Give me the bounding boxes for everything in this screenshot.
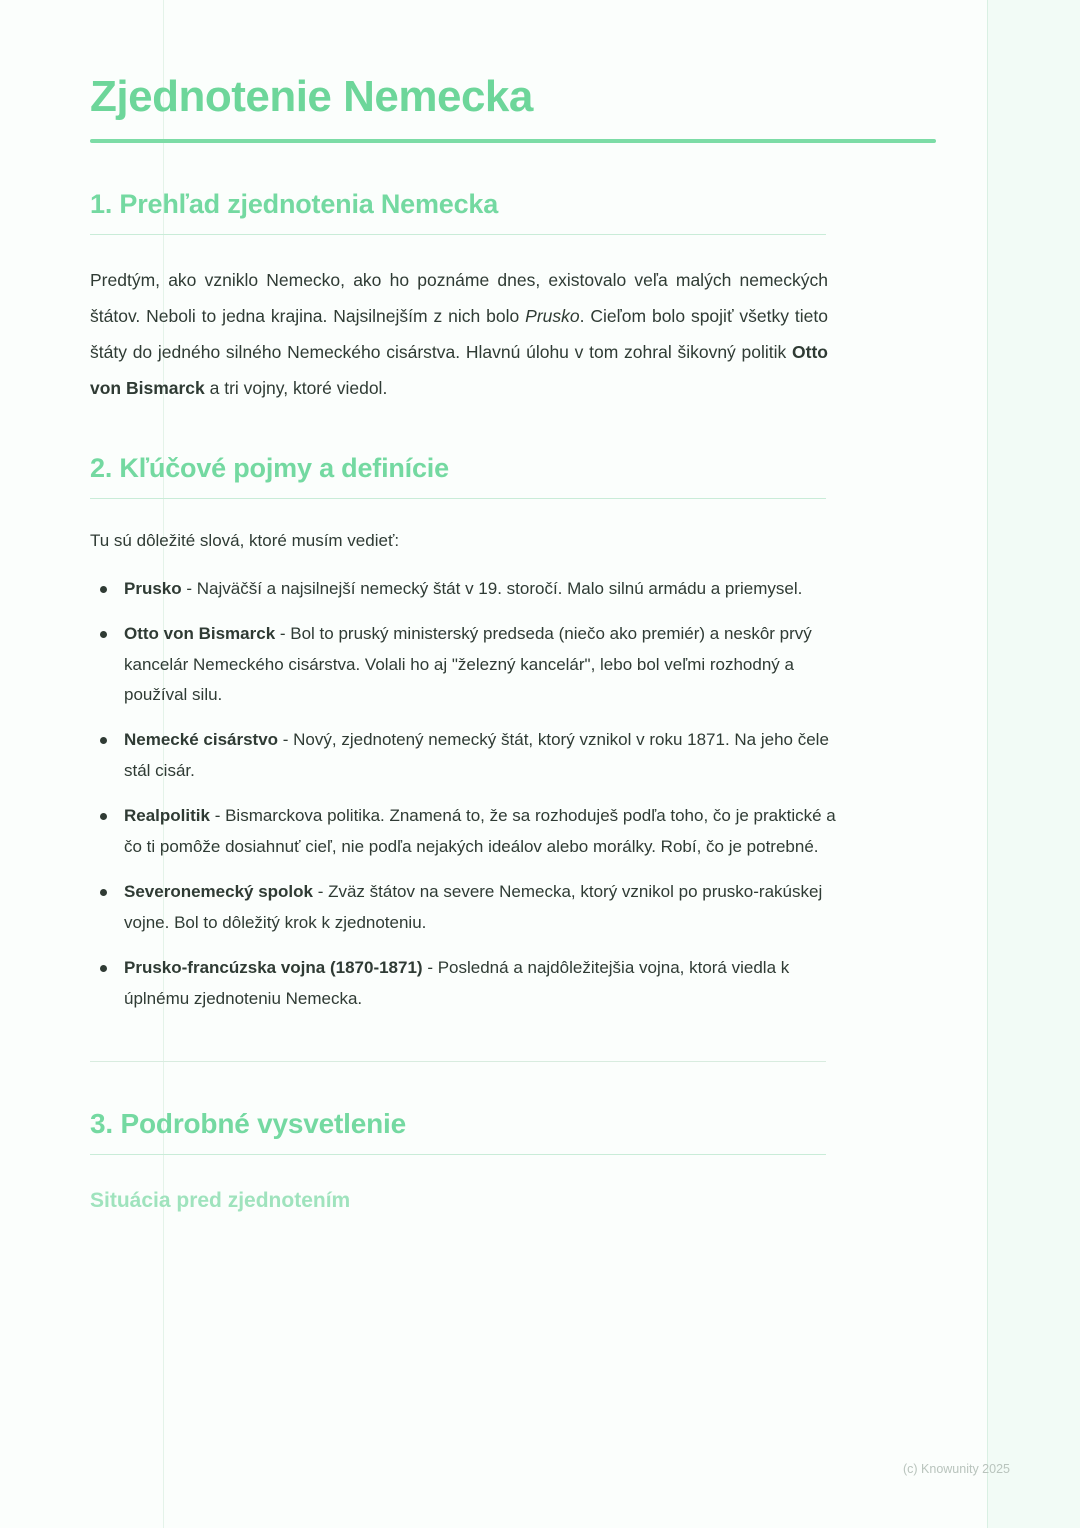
subsection-heading: Situácia pred zjednotením: [90, 1188, 351, 1212]
section-divider-3: [90, 1154, 826, 1155]
list-item: [118, 953, 858, 1015]
section-overview: [90, 189, 930, 407]
margin-rule-right: [987, 0, 988, 1528]
document-content: [90, 72, 930, 1259]
term-name: Otto von Bismarck: [124, 623, 276, 643]
paragraph-part: . Cieľom bolo spojiť všetky tieto štáty do jedného silného Nemeckého cisárstva. Hlavnú úlohu v tom zohral šikovný politik: [90, 306, 828, 363]
list-item: [118, 725, 858, 787]
term-definition: - Posledná a najdôležitejšia vojna, ktorá viedla k úplnému zjednoteniu Nemecka.: [124, 958, 790, 1008]
list-item: [118, 619, 858, 712]
term-list: [90, 574, 858, 1015]
section-divider-1: [90, 234, 826, 235]
list-item: [118, 877, 858, 939]
content-divider: [90, 1061, 826, 1062]
section-heading-1: 1. Prehľad zjednotenia Nemecka: [90, 189, 499, 220]
section-divider-2: [90, 498, 826, 499]
term-definition: - Zväz štátov na severe Nemecka, ktorý vznikol po prusko-rakúskej vojne. Bol to dôležitý krok k zjednoteniu.: [124, 882, 823, 933]
term-definition: - Bol to pruský ministerský predseda (niečo ako premiér) a neskôr prvý kancelár Nemeckého cisárstva. Volali ho aj "železný kancelár", lebo bol veľmi rozhodný a používal silu.: [124, 623, 812, 705]
term-name: Realpolitik: [124, 806, 210, 826]
section-detailed-explanation: [90, 1108, 930, 1213]
term-definition: - Bismarckova politika. Znamená to, že sa rozhoduješ podľa toho, čo je praktické a čo ti pomôže dosiahnuť cieľ, nie podľa nejakých ideálov alebo morálky. Robí, čo je potrebné.: [124, 806, 836, 857]
page-right-margin-band: [988, 0, 1080, 1528]
term-name: Prusko: [124, 578, 182, 598]
page-title: Zjednotenie Nemecka: [90, 72, 533, 121]
term-definition: - Najväčší a najsilnejší nemecký štát v 19. storočí. Malo silnú armádu a priemysel.: [181, 578, 803, 598]
term-definition: - Nový, zjednotený nemecký štát, ktorý vznikol v roku 1871. Na jeho čele stál cisár.: [124, 730, 829, 781]
copyright-footer: (c) Knowunity 2025: [902, 1462, 1010, 1476]
paragraph-part: a tri vojny, ktoré viedol.: [204, 377, 388, 398]
section-key-terms: [90, 453, 930, 1015]
paragraph-part: Predtým, ako vzniklo Nemecko, ako ho poznáme dnes, existovalo veľa malých nemeckých štátov. Neboli to jedna krajina. Najsilnejším z nich bolo: [90, 270, 828, 327]
section-heading-2: 2. Kľúčové pojmy a definície: [90, 452, 449, 483]
title-divider: [90, 139, 936, 143]
section-heading-3: 3. Podrobné vysvetlenie: [90, 1107, 406, 1139]
section-1-paragraph: [90, 263, 828, 407]
list-item: [118, 574, 858, 605]
paragraph-part-italic: Prusko: [525, 306, 580, 327]
term-name: Nemecké cisárstvo: [124, 730, 279, 750]
paragraph-part-bold: Otto von Bismarck: [90, 342, 828, 398]
term-name: Severonemecký spolok: [124, 882, 313, 902]
term-name: Prusko-francúzska vojna (1870-1871): [124, 958, 423, 978]
list-item: [118, 801, 858, 863]
section-2-lead: Tu sú dôležité slová, ktoré musím vedieť:: [90, 530, 400, 550]
